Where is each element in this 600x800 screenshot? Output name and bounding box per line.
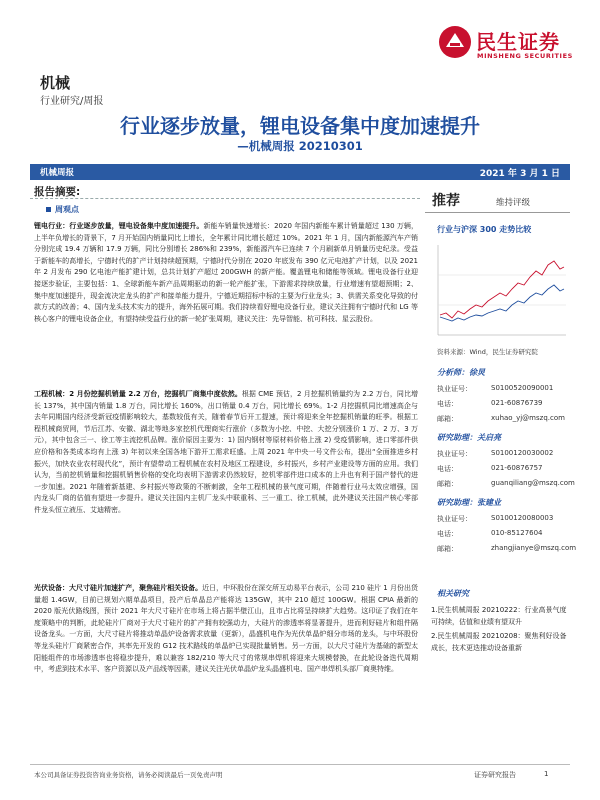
sidebar-divider <box>425 212 570 213</box>
trend-chart <box>428 235 570 343</box>
page-number: 1 <box>544 770 549 778</box>
chart-title: 行业与沪深 300 走势比较 <box>437 225 532 234</box>
analyst-phone: 电话： 021-60876739 <box>437 399 543 408</box>
paragraph-lead: 锂电行业：行业逐步放量，锂电设备集中度加速提升。 <box>34 222 204 230</box>
section-heading: 周观点 <box>46 204 79 215</box>
paragraph-body: 近日，中环股份在深交所互动易平台表示，公司 210 硅片 1 月份出货量超 1.4GW，目前已规划六期单晶项目，投产后单晶总产能将达 135GW，其中 210 超过 100GW。根据 CPIA 最新的 2020 版光伏路线图，预计 2021 年大尺寸硅片在市场上将占据半壁江山，且市占比将呈持续扩大趋势。这印证了我们在年度策略中的判断，此轮硅片厂商对于大尺寸硅片的扩产拥有较强动力，大硅片的渗透率将显著提升，进而利好硅片和组件隔设备龙头。一方面，大尺寸硅片将推动单晶炉设备需求放量（更新），晶盛机电作为光伏单晶炉细分市场的龙头，与中环股份等龙头硅片厂商紧密合作，其率先开发的 G12 技术路线的单晶炉已实现批量销售。另一方面，以大尺寸硅片为基础的新型太阳能组件的市场渗透率也将稳步提升，难以兼容 182/210 等大尺寸的常规串焊机将迎来大规模替换，在此轮设备迭代周期中，考虑到技术水平、客户资源以及产品线等因素，建议关注光伏单晶炉龙头晶盛机电、国产串焊机头部厂商奥特维。 <box>34 584 418 674</box>
recommendation: 推荐 <box>432 193 460 209</box>
analyst-title: 分析师：徐炅 <box>437 368 485 377</box>
assistant-phone: 电话： 021-60876757 <box>437 464 543 473</box>
paragraph-body: 新能车销量快速增长：2020 年国内新能车累计销量超过 130 万辆，上半年负增长的背景下，7 月开始国内销量同比上增长，全年累计同比增长超过 10%。2021 年 1 月，国内新能源汽车产销分别完成 19.4 万辆和 17.9 万辆，同比分别增长 286%和 239%，新能源汽车已连续 7 个月刷新单月销量历史纪录。受益于新能车的高增长，宁德时代的扩产计划持续超预期，宁德时代分别在 2020 年底发布 390 亿元电池扩产计划，以及 2021 年 2 月发布 290 亿电池产能扩建计划，总共计划扩产超过 200GWH 的新产能。覆盖锂电和储能等领域。锂电设备行业迎接逐步验证，主要包括：1、全球新能车新产品周期驱动的新一轮产能扩张，下游需求持续放量，行业增速有望超预期；2、集中度加速提升，现金流决定龙头的扩产和接单能力提升，宁德近期招标中标的主要为行业龙头；3、供需关系变化导致的付款方式的改善；4、国内龙头技术实力的提升，海外拓展可期。我们持续看好锂电设备行业，建议关注拥有宁德时代和 LG 等核心客户的锂电设备企业，有望持续受益行业的新一轮扩张周期，建议关注：先导智能、杭可科技、星云股份。 <box>34 222 418 323</box>
page-title: 行业逐步放量，锂电设备集中度加速提升 <box>120 114 480 138</box>
analyst-email: 邮箱： xuhao_yj@mszq.com <box>437 414 565 423</box>
report-band <box>30 164 570 180</box>
paragraph-pv <box>34 583 418 676</box>
assistant-phone: 电话： 010-85127604 <box>437 529 543 538</box>
footer-type: 证券研究报告 <box>474 771 516 779</box>
assistant-email: 邮箱： zhangjianye@mszq.com <box>437 544 577 553</box>
paragraph-construction <box>34 389 418 517</box>
assistant-email: 邮箱： guanqiliang@mszq.com <box>437 479 575 488</box>
square-bullet-icon <box>46 207 51 212</box>
assistant-title: 研究助理：关启亮 <box>437 433 501 442</box>
assistant-title: 研究助理：张建业 <box>437 498 501 507</box>
chart-source: 资料来源：Wind，民生证券研究院 <box>437 348 538 356</box>
footer-divider <box>30 764 570 765</box>
sector-label: 机械 <box>40 74 71 92</box>
report-type: 行业研究/周报 <box>40 96 104 107</box>
paragraph-lead: 工程机械：2 月份挖掘机销量 2.2 万台，挖掘机厂商集中度依然。 <box>34 390 242 398</box>
paragraph-lead: 光伏设备：大尺寸硅片加速扩产，聚焦硅片相关设备。 <box>34 584 203 592</box>
footer-disclaimer: 本公司具备证券投资咨询业务资格，请务必阅读最后一页免责声明 <box>34 771 223 779</box>
paragraph-body: 根据 CME 预估，2 月挖掘机销量约为 2.2 万台，同比增长 137%，其中国内销量 1.8 万台，同比增长 160%，出口销量 0.4 万台，同比增长 69%。1-2 月挖掘机同比增速高企与去年同期国内经济受新冠疫情影响较大，基数较低有关，随着春节后开工提速，预计将迎来全年挖掘机销量的旺季。根据工程机械商贸网，节后江苏、安徽、湖北等地多家挖机代理商实行涨价（多数为小挖、中挖、大挖分别涨价 1 万、2 万、3 万元），其中包含三一、徐工等主流挖机品牌。涨价原因主要为：1) 国内钢材等原材料价格上涨 2) 受疫情影响，进口零部件供应价格和各类成本均有上涨 3) 年初以来全国各地下游开工需求旺盛。上周 2021 年中央一号文件公布，提出“全面推进乡村振兴，加快农业农村现代化”，预计有望带动工程机械在农村及地区工程建设，乡村振兴，乡村产业建设等方面的应用。我们认为，当前挖机销量和挖掘机销售价格的变化均表明下游需求仍然较好，挖机零部件进口成本的上升也有利于国产替代的进一步加速。2021 年随着新基建、乡村振兴等政策的不断刺激，全年工程机械的景气度可期，伴随着行业马太效应增强，国内龙头厂商的估值有望进一步提升。建议关注国内主机厂龙头中联重科、三一重工、徐工机械，此外建议关注国产核心零部件龙头恒立液压、艾迪精密。 <box>34 390 418 514</box>
related-item[interactable]: 1.民生机械周报 20210222：行业高景气度可持续，估值和业绩有望双升 <box>431 606 567 626</box>
assistant-cert: 执业证号： S0100120080003 <box>437 514 554 523</box>
brand-name-cn: 民生证券 <box>476 30 560 54</box>
divider <box>30 198 420 199</box>
related-title: 相关研究 <box>437 589 469 598</box>
band-label: 机械周报 <box>40 168 75 178</box>
rating-label: 维持评级 <box>496 198 531 208</box>
assistant-cert: 执业证号： S0100120030002 <box>437 449 554 458</box>
analyst-cert: 执业证号： S0100520090001 <box>437 384 554 393</box>
brand-logo <box>418 22 588 68</box>
page-subtitle: —机械周报 20210301 <box>237 139 363 153</box>
brand-mark-icon <box>438 25 472 59</box>
abstract-label: 报告摘要: <box>34 186 81 198</box>
brand-name-en: MINSHENG SECURITIES <box>477 52 573 60</box>
report-date: 2021 年 3 月 1 日 <box>479 169 560 179</box>
related-item[interactable]: 2.民生机械周报 20210208：聚焦利好设备成长，技术更迭推动设备重新 <box>431 632 567 652</box>
paragraph-lithium <box>34 221 418 325</box>
